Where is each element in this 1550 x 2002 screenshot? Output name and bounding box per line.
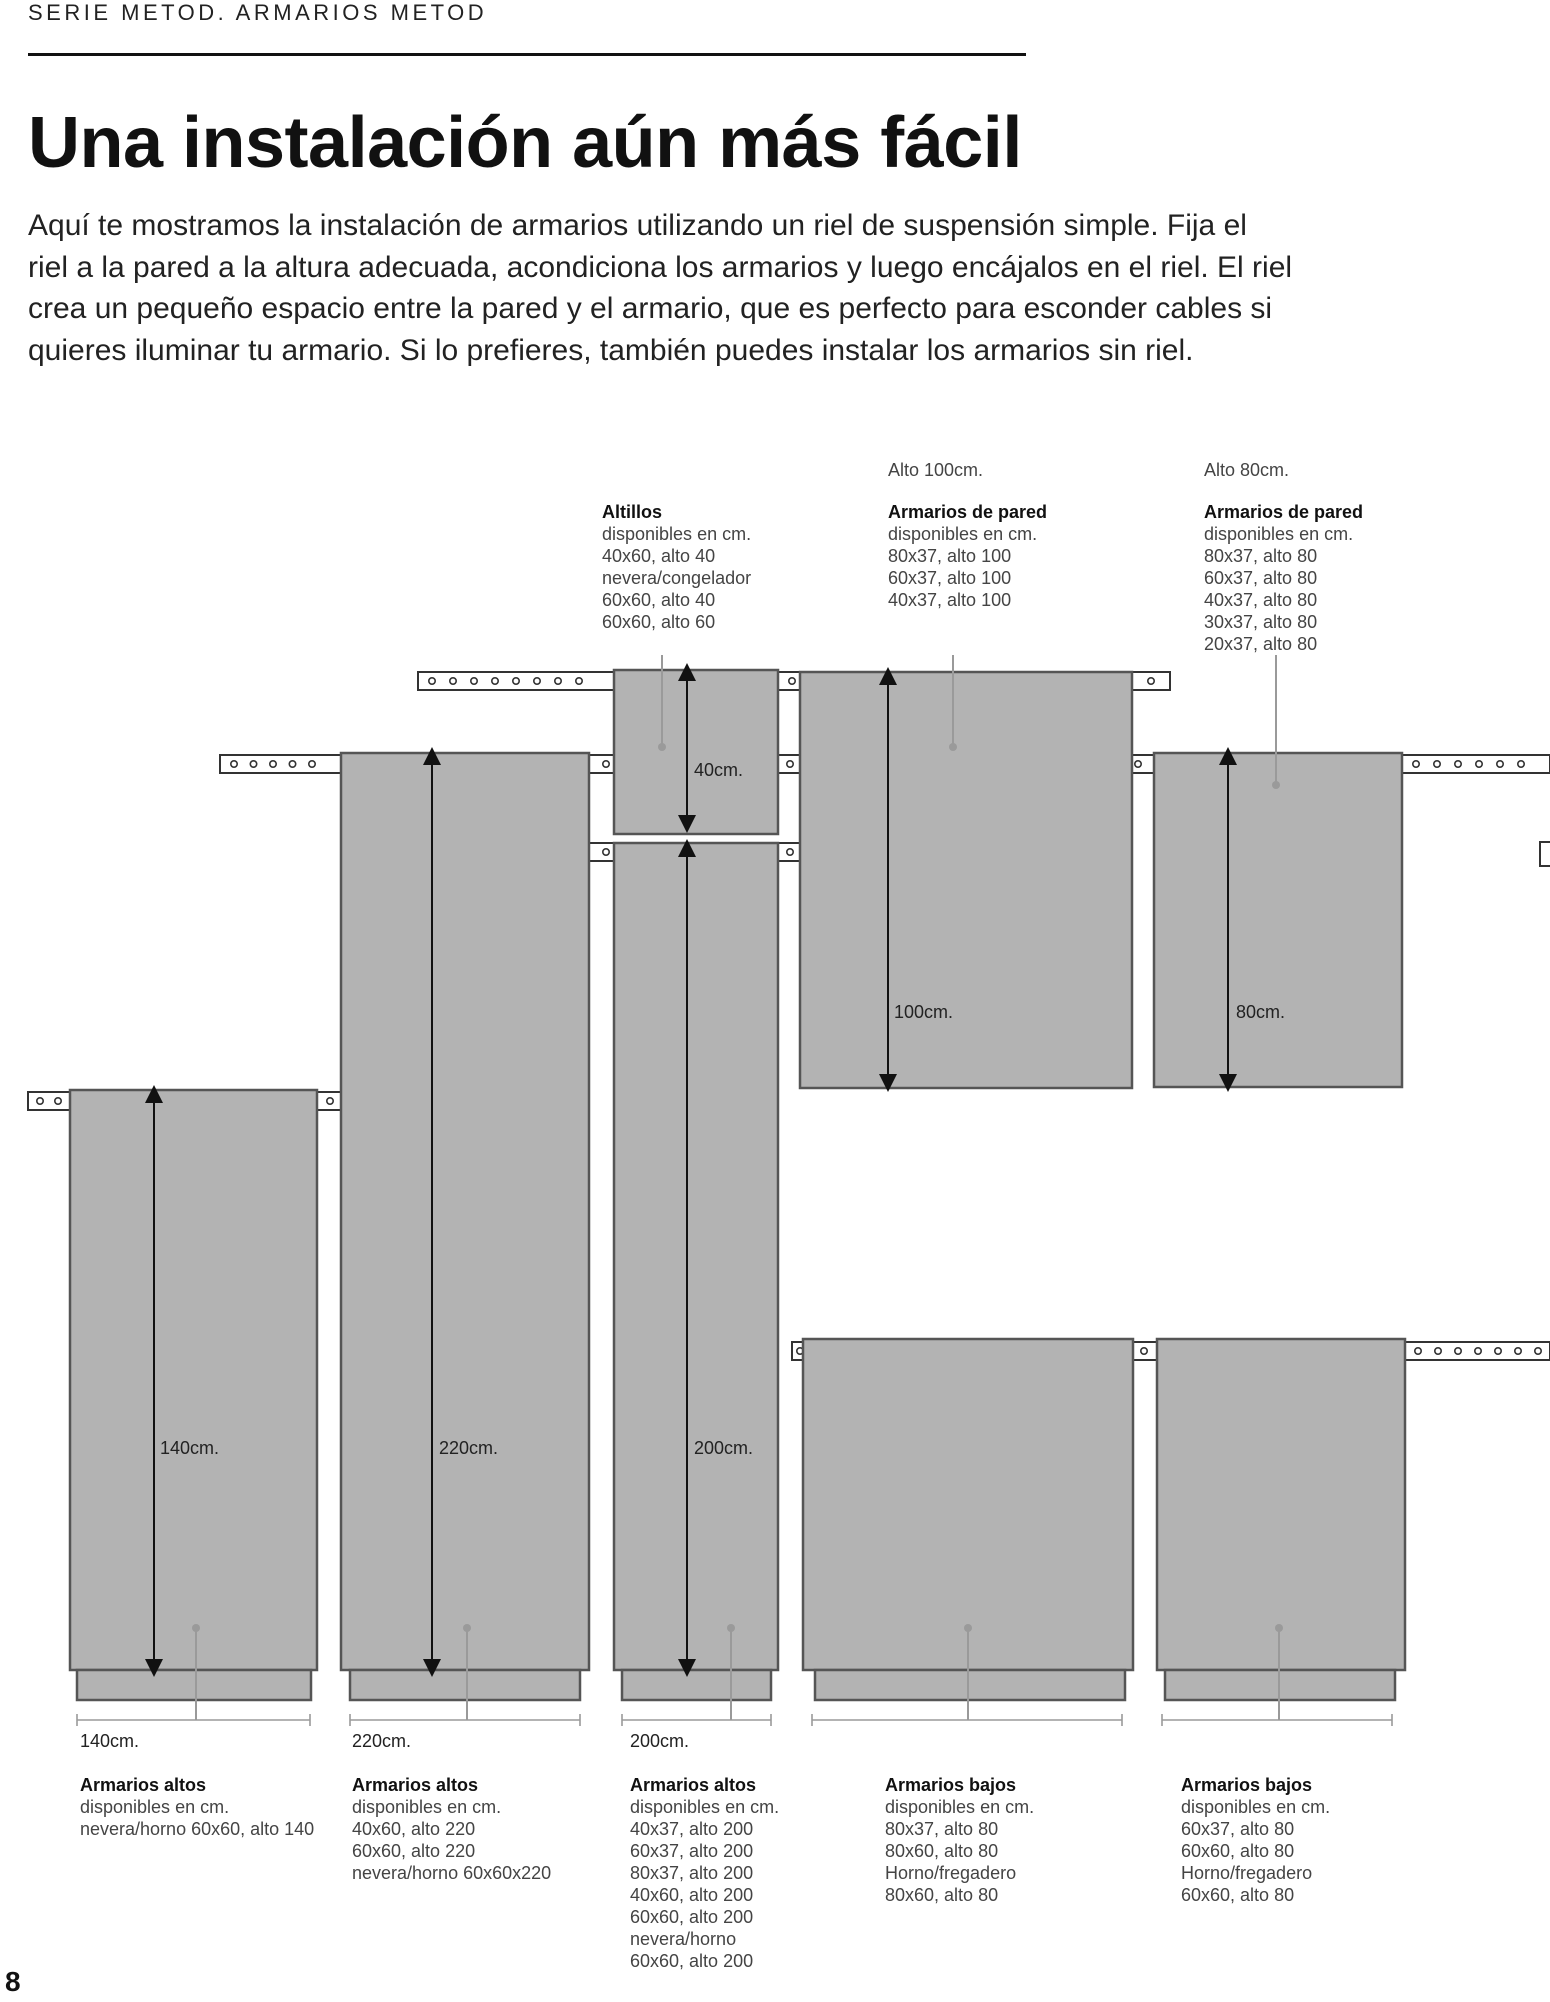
leader-alto-220-dot [463, 1624, 471, 1632]
height-note-pared-100: Alto 100cm. [888, 460, 984, 480]
cabinet-altillo [614, 670, 778, 834]
rail-hole [492, 678, 498, 684]
dim-label-alto-140: 140cm. [160, 1438, 220, 1458]
rail-hole [1535, 1348, 1541, 1354]
rail-hole [55, 1098, 61, 1104]
rail-hole [270, 761, 276, 767]
intro-line: crea un pequeño espacio entre la pared y el armario, que es perfecto para esconder cables si [28, 292, 1273, 325]
rail-hole [1435, 1348, 1441, 1354]
leader-pared-80-dot [1272, 781, 1280, 789]
rail-hole [309, 761, 315, 767]
plinth-alto-140 [77, 1670, 311, 1700]
rail-hole [231, 761, 237, 767]
cabinet-bajo-2 [1157, 1339, 1405, 1670]
label-bajos-2: Armarios bajos disponibles en cm. 60x37, alto 80 60x60, alto 80 Horno/fregadero 60x60, alto 80 [1181, 1775, 1331, 1905]
rail-hole [787, 761, 793, 767]
leader-altillo-dot [658, 743, 666, 751]
plinth-alto-220 [350, 1670, 580, 1700]
rail-hole [789, 678, 795, 684]
rail-hole [576, 678, 582, 684]
rail-hole [1141, 1348, 1147, 1354]
height-note-pared-80: Alto 80cm. [1204, 460, 1290, 480]
rail-hole [1415, 1348, 1421, 1354]
label-pared-100: Armarios de pared disponibles en cm. 80x37, alto 100 60x37, alto 100 40x37, alto 100 [888, 502, 1048, 610]
dim-label-alto-200: 200cm. [694, 1438, 754, 1458]
leader-bajo-2-dot [1275, 1624, 1283, 1632]
rail-hole [1455, 1348, 1461, 1354]
suspension-rail [28, 1092, 70, 1110]
rail-hole [289, 761, 295, 767]
intro-line: Aquí te mostramos la instalación de armarios utilizando un riel de suspensión simple. Fija el [28, 209, 1247, 242]
leader-alto-200-dot [727, 1624, 735, 1632]
suspension-rail [418, 672, 618, 690]
rail-hole [603, 849, 609, 855]
rail-hole [787, 849, 793, 855]
plinth-alto-200 [622, 1670, 771, 1700]
suspension-rail [220, 755, 345, 773]
rail-bar [28, 1092, 70, 1110]
rail-hole [555, 678, 561, 684]
rail-hole [37, 1098, 43, 1104]
rail-hole [1495, 1348, 1501, 1354]
rail-hole [1497, 761, 1503, 767]
rail-hole [534, 678, 540, 684]
dim-label-alto-220: 220cm. [439, 1438, 499, 1458]
rail-edge [1540, 842, 1550, 866]
label-alto-220: 220cm. Armarios altos disponibles en cm. 40x60, alto 220 60x60, alto 220 nevera/horno 60x60x220 [352, 1731, 552, 1883]
dim-label-altillo: 40cm. [694, 760, 744, 780]
rail-hole [250, 761, 256, 767]
rail-hole [603, 761, 609, 767]
suspension-rail [1400, 1342, 1550, 1360]
rail-hole [513, 678, 519, 684]
plinth-bajo-1 [815, 1670, 1125, 1700]
rail-bar [220, 755, 345, 773]
label-alto-200: 200cm. Armarios altos disponibles en cm. 40x37, alto 200 60x37, alto 200 80x37, alto 200 40x60, alto 200 60x60, alto 200 nevera/horno 60x60, alto 200 [630, 1731, 780, 1971]
suspension-rail [776, 843, 802, 861]
intro-line: riel a la pared a la altura adecuada, acondiciona los armarios y luego encájalos en el riel. El riel [28, 250, 1293, 284]
label-pared-80: Armarios de pared disponibles en cm. 80x37, alto 80 60x37, alto 80 40x37, alto 80 30x37, alto 80 20x37, alto 80 [1204, 502, 1364, 654]
cabinets-group [70, 670, 1405, 1700]
cabinet-alto-140 [70, 1090, 317, 1670]
page-number: 8 [5, 1966, 21, 1997]
label-alto-140: 140cm. Armarios altos disponibles en cm. nevera/horno 60x60, alto 140 [80, 1731, 315, 1839]
rail-hole [1515, 1348, 1521, 1354]
rail-hole [1413, 761, 1419, 767]
intro-line: quieres iluminar tu armario. Si lo prefieres, también puedes instalar los armarios sin riel. [28, 333, 1194, 367]
cabinet-alto-220 [341, 753, 589, 1670]
rail-hole [471, 678, 477, 684]
rail-hole [1148, 678, 1154, 684]
cabinet-pared-100 [800, 672, 1132, 1088]
dim-label-pared-100: 100cm. [894, 1002, 954, 1022]
rail-hole [1135, 761, 1141, 767]
cabinet-alto-200 [614, 843, 778, 1670]
cabinet-bajo-1 [803, 1339, 1133, 1670]
leader-pared-100-dot [949, 743, 957, 751]
label-bajos-1: Armarios bajos disponibles en cm. 80x37, alto 80 80x60, alto 80 Horno/fregadero 80x60, alto 80 [885, 1775, 1035, 1905]
rail-hole [1434, 761, 1440, 767]
rail-hole [1455, 761, 1461, 767]
rail-hole [450, 678, 456, 684]
rail-hole [327, 1098, 333, 1104]
cabinet-pared-80 [1154, 753, 1402, 1087]
dim-label-pared-80: 80cm. [1236, 1002, 1286, 1022]
section-header: SERIE METOD. ARMARIOS METOD [28, 0, 488, 25]
leader-alto-140-dot [192, 1624, 200, 1632]
suspension-rail [1402, 755, 1550, 773]
rail-hole [1475, 1348, 1481, 1354]
label-altillos: Altillos disponibles en cm. 40x60, alto 40 nevera/congelador 60x60, alto 40 60x60, alto 60 [602, 502, 752, 632]
rail-hole [1476, 761, 1482, 767]
page-title: Una instalación aún más fácil [28, 103, 1022, 183]
suspension-rail [776, 755, 802, 773]
rail-hole [429, 678, 435, 684]
leader-bajo-1-dot [964, 1624, 972, 1632]
rail-hole [1518, 761, 1524, 767]
